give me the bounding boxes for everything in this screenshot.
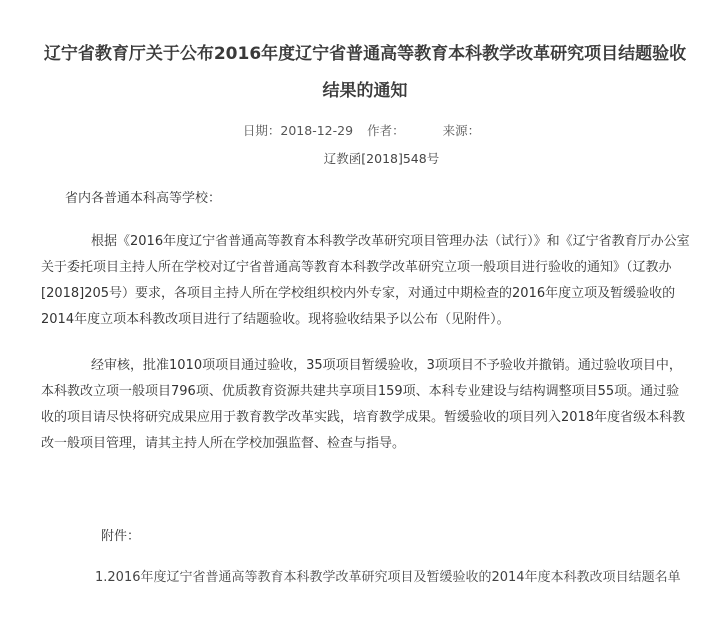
date-label: 日期：	[242, 123, 281, 138]
body-paragraph: 经审核，批准1010项项目通过验收，35项项目暂缓验收，3项项目不予验收并撤销。通过验收项目中，本科教改立项一般项目796项、优质教育资源共建共享项目159项、本科专业建设与结构调整项目55项。通过验收的项目请尽快将研究成果应用于教育教学改革实践，培育教学成果。暂缓验收的项目列入2018年度省级本科教改一般项目管理，请其主持人所在学校加强监督、检查与指导。	[41, 358, 686, 451]
attachments-label: 附件：	[101, 529, 141, 544]
date-value: 2018-12-29	[280, 123, 354, 138]
document-number: 辽教函[2018]548号	[323, 151, 440, 166]
body-paragraph: 根据《2016年度辽宁省普通高等教育本科教学改革研究项目管理办法（试行）》和《辽宁省教育厅办公室关于委托项目主持人所在学校对辽宁省普通高等教育本科教学改革研究立项一般项目进行验收的通知》（辽教办[2018]205号）要求，各项目主持人所在学校组织校内外专家，对通过中期检查的2016年度立项及暂缓验收的2014年度立项本科教改项目进行了结题验收。现将验收结果予以公布（见附件）。	[41, 234, 690, 327]
notice-meta	[0, 121, 723, 139]
greeting: 省内各普通本科高等学校：	[65, 191, 222, 206]
author-label: 作者：	[367, 123, 405, 138]
source-label: 来源：	[442, 123, 481, 138]
attachment-link[interactable]: 1.2016年度辽宁省普通高等教育本科教学改革研究项目及暂缓验收的2014年度本科教改项目结题名单	[95, 570, 681, 585]
notice-title: 辽宁省教育厅关于公布2016年度辽宁省普通高等教育本科教学改革研究项目结题验收结果的通知	[43, 44, 687, 101]
